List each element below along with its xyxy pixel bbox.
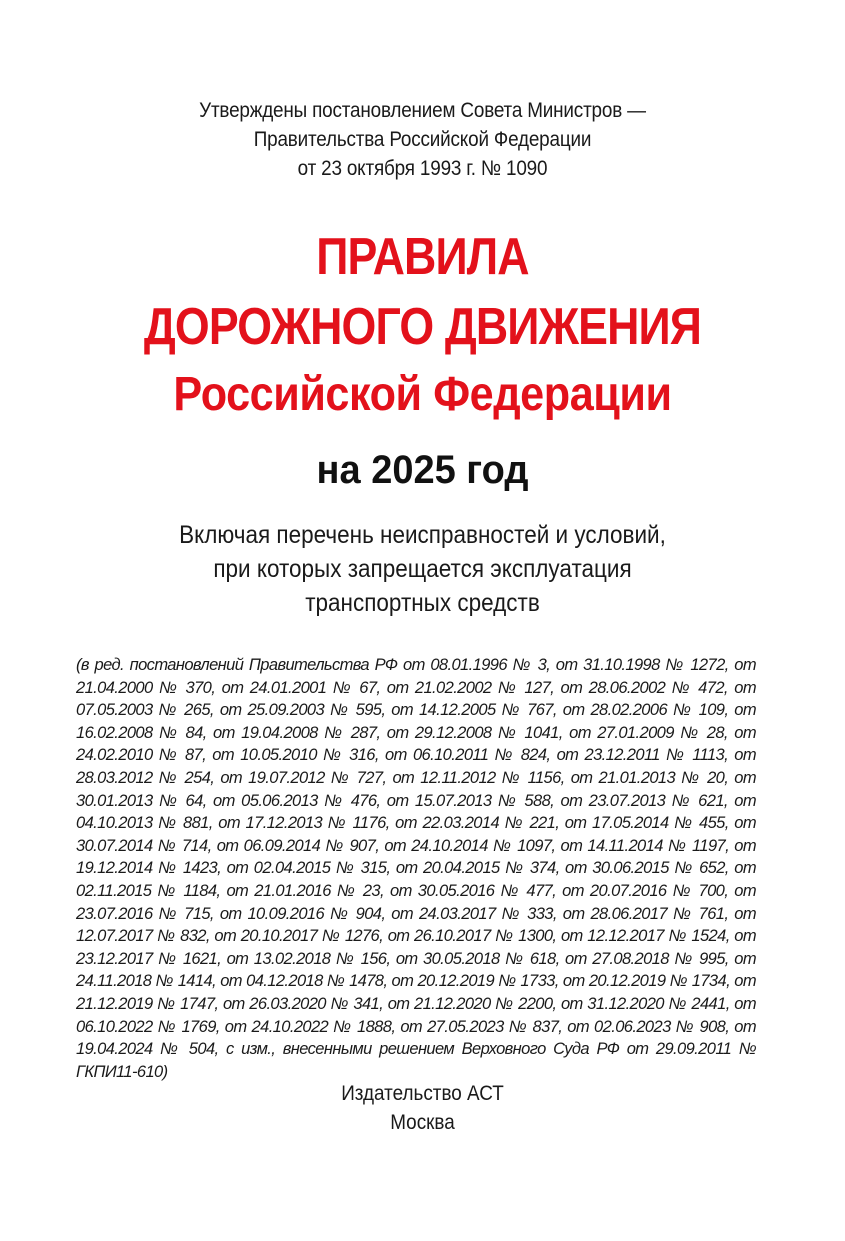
approval-line-1: Утверждены постановлением Совета Министров —: [199, 99, 646, 122]
title-line-2: ДОРОЖНОГО ДВИЖЕНИЯ: [143, 298, 702, 356]
document-title: [0, 222, 845, 428]
publisher-name: Издательство АСТ: [341, 1082, 504, 1105]
title-line-1: ПРАВИЛА: [316, 228, 529, 286]
subtitle: [42, 518, 803, 620]
publisher-imprint: [42, 1079, 803, 1137]
amendments-list: (в ред. постановлений Правительства РФ от 08.01.1996 № 3, от 31.10.1998 № 1272, от 21.04.2000 № 370, от 24.01.2001 № 67, от 21.02.2002 № 127, от 28.06.2002 № 472, от 07.05.2003 № 265, от 25.09.2003 № 595, от 14.12.2005 № 767, от 28.02.2006 № 109, от 16.02.2008 № 84, от 19.04.2008 № 287, от 29.12.2008 № 1041, от 27.01.2009 № 28, от 24.02.2010 № 87, от 10.05.2010 № 316, от 06.10.2011 № 824, от 23.12.2011 № 1113, от 28.03.2012 № 254, от 19.07.2012 № 727, от 12.11.2012 № 1156, от 21.01.2013 № 20, от 30.01.2013 № 64, от 05.06.2013 № 476, от 15.07.2013 № 588, от 23.07.2013 № 621, от 04.10.2013 № 881, от 17.12.2013 № 1176, от 22.03.2014 № 221, от 17.05.2014 № 455, от 30.07.2014 № 714, от 06.09.2014 № 907, от 24.10.2014 № 1097, от 14.11.2014 № 1197, от 19.12.2014 № 1423, от 02.04.2015 № 315, от 20.04.2015 № 374, от 30.06.2015 № 652, от 02.11.2015 № 1184, от 21.01.2016 № 23, от 30.05.2016 № 477, от 20.07.2016 № 700, от 23.07.2016 № 715, от 10.09.2016 № 904, от 24.03.2017 № 333, от 28.06.2017 № 761, от 12.07.2017 № 832, от 20.10.2017 № 1276, от 26.10.2017 № 1300, от 12.12.2017 № 1524, от 23.12.2017 № 1621, от 13.02.2018 № 156, от 30.05.2018 № 618, от 27.08.2018 № 995, от 24.11.2018 № 1414, от 04.12.2018 № 1478, от 20.12.2019 № 1733, от 20.12.2019 № 1734, от 21.12.2019 № 1747, от 26.03.2020 № 341, от 21.12.2020 № 2200, от 31.12.2020 № 2441, от 06.10.2022 № 1769, от 24.10.2022 № 1888, от 27.05.2023 № 837, от 02.06.2023 № 908, от 19.04.2024 № 504, с изм., внесенными решением Верховного Суда РФ от 29.09.2011 № ГКПИ11-610): [76, 656, 756, 1081]
subtitle-line-3: транспортных средств: [305, 589, 540, 617]
subtitle-line-2: при которых запрещается эксплуатация: [213, 555, 632, 583]
approval-line-3: от 23 октября 1993 г. № 1090: [297, 157, 548, 180]
title-line-3: Российской Федерации: [173, 368, 672, 421]
approval-note: [42, 96, 803, 183]
publisher-city: Москва: [390, 1111, 455, 1134]
subtitle-line-1: Включая перечень неисправностей и условий,: [179, 521, 666, 549]
approval-line-2: Правительства Российской Федерации: [253, 128, 592, 151]
edition-year: на 2025 год: [316, 448, 529, 492]
